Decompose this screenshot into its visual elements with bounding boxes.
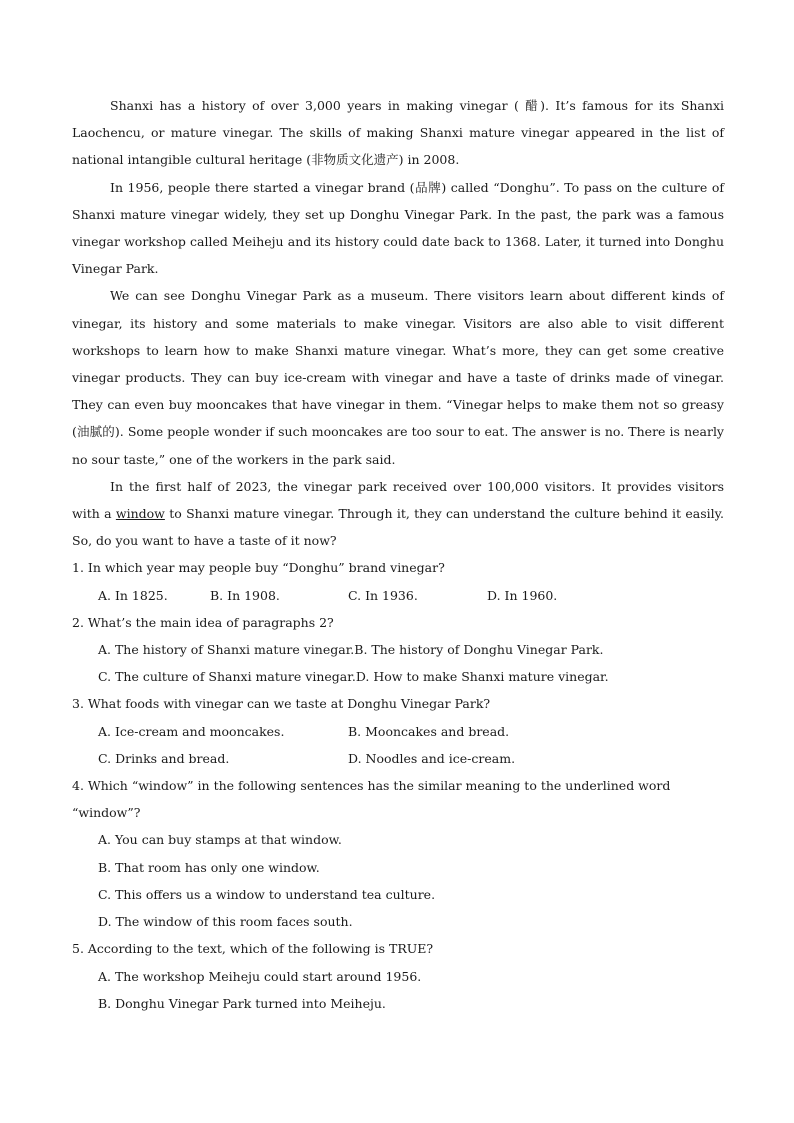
question-5-stem: 5. According to the text, which of the following is TRUE? xyxy=(72,941,434,957)
question-5-option-a[interactable]: A. The workshop Meiheju could start around 1956. xyxy=(98,968,422,984)
question-4-option-a[interactable]: A. You can buy stamps at that window. xyxy=(98,832,342,848)
question-3-option-b[interactable]: B. Mooncakes and bread. xyxy=(348,723,510,739)
passage-paragraph-4 xyxy=(72,473,724,555)
question-3-options xyxy=(72,718,724,772)
question-4-option-b[interactable]: B. That room has only one window. xyxy=(98,859,320,875)
question-2-option-c[interactable]: C. The culture of Shanxi mature vinegar. xyxy=(98,669,356,685)
question-4-stem: 4. Which “window” in the following sentences has the similar meaning to the underlined word “window”? xyxy=(72,778,671,821)
passage-paragraph-3: We can see Donghu Vinegar Park as a museum. There visitors learn about different kinds of vinegar, its history and some materials to make vinegar. Visitors are also able to visit different workshops to learn how to make Shanxi mature vinegar. What’s more, they can get some creative vinegar products. They can buy ice-cream with vinegar and have a taste of drinks made of vinegar. They can even buy mooncakes that have vinegar in them. “Vinegar helps to make them not so greasy (油腻的). Some people wonder if such mooncakes are too sour to eat. The answer is no. There is nearly no sour taste,” one of the workers in the park said. xyxy=(72,288,724,467)
question-5-options xyxy=(72,963,724,1017)
question-2-options xyxy=(72,636,724,690)
question-3-option-d[interactable]: D. Noodles and ice-cream. xyxy=(348,750,516,766)
question-5-option-b[interactable]: B. Donghu Vinegar Park turned into Meiheju. xyxy=(98,995,386,1011)
question-1-stem: 1. In which year may people buy “Donghu” brand vinegar? xyxy=(72,560,445,576)
question-1-option-a[interactable]: A. In 1825. xyxy=(98,587,168,603)
question-2-option-b[interactable]: B. The history of Donghu Vinegar Park. xyxy=(354,642,604,658)
question-3-option-a[interactable]: A. Ice-cream and mooncakes. xyxy=(98,723,285,739)
paragraph-4-text-after: to Shanxi mature vinegar. Through it, they can understand the culture behind it easily. So, do you want to have a taste of it now? xyxy=(72,506,725,549)
question-3-option-c[interactable]: C. Drinks and bread. xyxy=(98,750,230,766)
question-2-stem: 2. What’s the main idea of paragraphs 2? xyxy=(72,614,334,630)
question-4-option-d[interactable]: D. The window of this room faces south. xyxy=(98,914,353,930)
question-4-options xyxy=(72,826,724,935)
passage-paragraph-1: Shanxi has a history of over 3,000 years in making vinegar ( 醋). It’s famous for its Shanxi Laochencu, or mature vinegar. The skills of making Shanxi mature vinegar appeared in the list of national intangible cultural heritage (非物质文化遗产) in 2008. xyxy=(72,98,724,168)
paragraph-4-text-before: In the first half of 2023, the vinegar park received over 100,000 visitors. It provides visitors with a xyxy=(72,478,724,522)
worksheet-page xyxy=(72,92,724,1017)
question-2-option-a[interactable]: A. The history of Shanxi mature vinegar. xyxy=(98,642,355,658)
question-4-option-c[interactable]: C. This offers us a window to understand tea culture. xyxy=(98,886,436,902)
question-3-stem: 3. What foods with vinegar can we taste at Donghu Vinegar Park? xyxy=(72,696,491,712)
passage-paragraph-2: In 1956, people there started a vinegar brand (品牌) called “Donghu”. To pass on the culture of Shanxi mature vinegar widely, they set up Donghu Vinegar Park. In the past, the park was a famous vinegar workshop called Meiheju and its history could date back to 1368. Later, it turned into Donghu Vinegar Park. xyxy=(72,179,724,277)
question-1-options xyxy=(72,582,724,609)
question-1-option-d[interactable]: D. In 1960. xyxy=(487,587,558,603)
underlined-word-window: window xyxy=(115,506,165,522)
question-1-option-c[interactable]: C. In 1936. xyxy=(348,587,418,603)
question-1-option-b[interactable]: B. In 1908. xyxy=(210,587,280,603)
question-2-option-d[interactable]: D. How to make Shanxi mature vinegar. xyxy=(355,669,609,685)
